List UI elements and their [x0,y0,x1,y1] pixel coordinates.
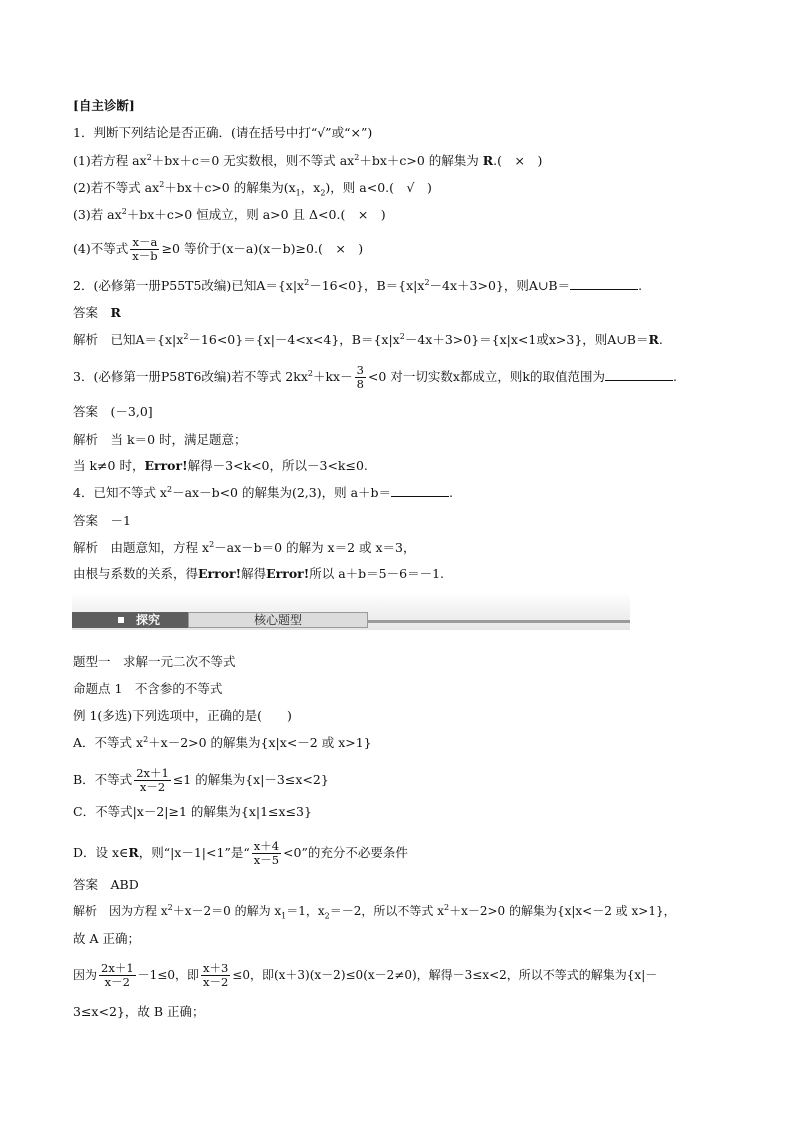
example-analysis-2: 故 A 正确； [73,931,140,946]
example-analysis-4: 3≤x<2}，故 B 正确； [73,1004,205,1019]
option-a: A．不等式 $x^2+x-2>0$ 的解集为{x|x<－2 或 x>1} [73,734,372,750]
fraction: $\frac{2x+1}{x-2}$ [136,766,169,794]
square-bullet-icon [118,617,124,623]
q4-stem: 4．已知不等式 $x^2-ax-b<0$ 的解集为(2,3)，则 a＋b＝ . [73,484,454,500]
q1-statement-1: (1)若方程 $ax^2+bx+c=0$ 无实数根，则不等式 $ax^2+bx+c>0$ 的解集为 R.( × ) [73,152,543,168]
answer-blank [605,368,673,381]
fraction: $\frac{x+3}{x-2}$ [202,961,229,989]
option-b: B．不等式 $\frac{2x+1}{x-2}$ ≤1 的解集为{x|－3≤x<2} [73,766,329,794]
q1-statement-3: (3)若 $ax^2+bx+c>0$ 恒成立，则 a>0 且 Δ<0.( × ) [73,206,386,222]
topic-point: 命题点 1 不含参的不等式 [73,681,223,696]
q2-stem: 2．(必修第一册P55T5改编)已知$A=\{x|x^2-16<0\}$，$B=\{x|x^2-4x+3>0\}$，则A∪B＝ . [73,277,643,293]
q3-stem: 3．(必修第一册P58T6改编)若不等式 $2kx^2+kx-$ $\frac{3}{8}$ <0 对一切实数x都成立，则k的取值范围为 . [73,363,677,391]
topic-type: 题型一 求解一元二次不等式 [73,654,236,669]
fraction: $\frac{x+4}{x-5}$ [253,839,280,867]
q4-answer: 答案 －1 [73,513,131,528]
q3-answer: 答案 (－3,0] [73,404,153,419]
fraction: $\frac{3}{8}$ [356,363,364,391]
banner-left: 探究 [72,612,188,628]
answer-blank [391,484,449,497]
section-header: [自主诊断] [73,98,135,113]
example-stem: 例 1(多选)下列选项中，正确的是( ) [73,708,292,723]
q1-statement-4: (4)不等式 $\frac{x-a}{x-b}$ ≥0 等价于(x－a)(x－b)≥0.( × ) [73,235,364,263]
option-d: D．设 x∈R，则“|x－1|<1”是“ $\frac{x+4}{x-5}$ <0”的充分不必要条件 [73,839,408,867]
example-analysis-1: 解析 因为方程 $x^2+x-2=0$ 的解为 $x_1=1$，$x_2=-2$，所以不等式 $x^2+x-2>0$ 的解集为{x|x<－2 或 x>1}， [73,903,676,921]
answer-blank [570,277,638,290]
fraction: $\frac{x-a}{x-b}$ [132,235,158,263]
section-banner [72,592,630,630]
q2-answer: 答案 R [73,305,121,320]
q2-analysis: 解析 已知$A=\{x|x^2-16<0\}=\{x|-4<x<4\}$，$B=\{x|x^2-4x+3>0\}=\{x|x<1$或x>3}，则A∪B＝R. [73,331,663,347]
q4-analysis-1: 解析 由题意知，方程 $x^2-ax-b=0$ 的解为 x＝2 或 x＝3， [73,539,416,555]
q3-analysis-2: 当 k≠0 时，Error!解得－3<k<0，所以－3<k≤0. [73,458,368,473]
example-answer: 答案 ABD [73,877,139,892]
example-analysis-3: 因为 $\frac{2x+1}{x-2}$ －1≤0，即 $\frac{x+3}{x-2}$ ≤0，即(x＋3)(x－2)≤0(x－2≠0)，解得－3≤x<2，所以不等式的解集为{x|－ [73,961,658,989]
q1-statement-2: (2)若不等式 $ax^2+bx+c>0$ 的解集为($x_1$，$x_2$)，则 a<0.( √ ) [73,179,432,198]
fraction: $\frac{2x+1}{x-2}$ [101,961,134,989]
q3-analysis-1: 解析 当 k＝0 时，满足题意； [73,432,247,447]
q1-stem: 1．判断下列结论是否正确．(请在括号中打“√”或“×”) [73,125,373,140]
banner-right: 核心题型 [188,612,368,628]
q4-analysis-2: 由根与系数的关系，得Error!解得Error!所以 a＋b＝5－6＝－1. [73,566,445,581]
option-c: C．不等式|x－2|≥1 的解集为{x|1≤x≤3} [73,804,312,819]
